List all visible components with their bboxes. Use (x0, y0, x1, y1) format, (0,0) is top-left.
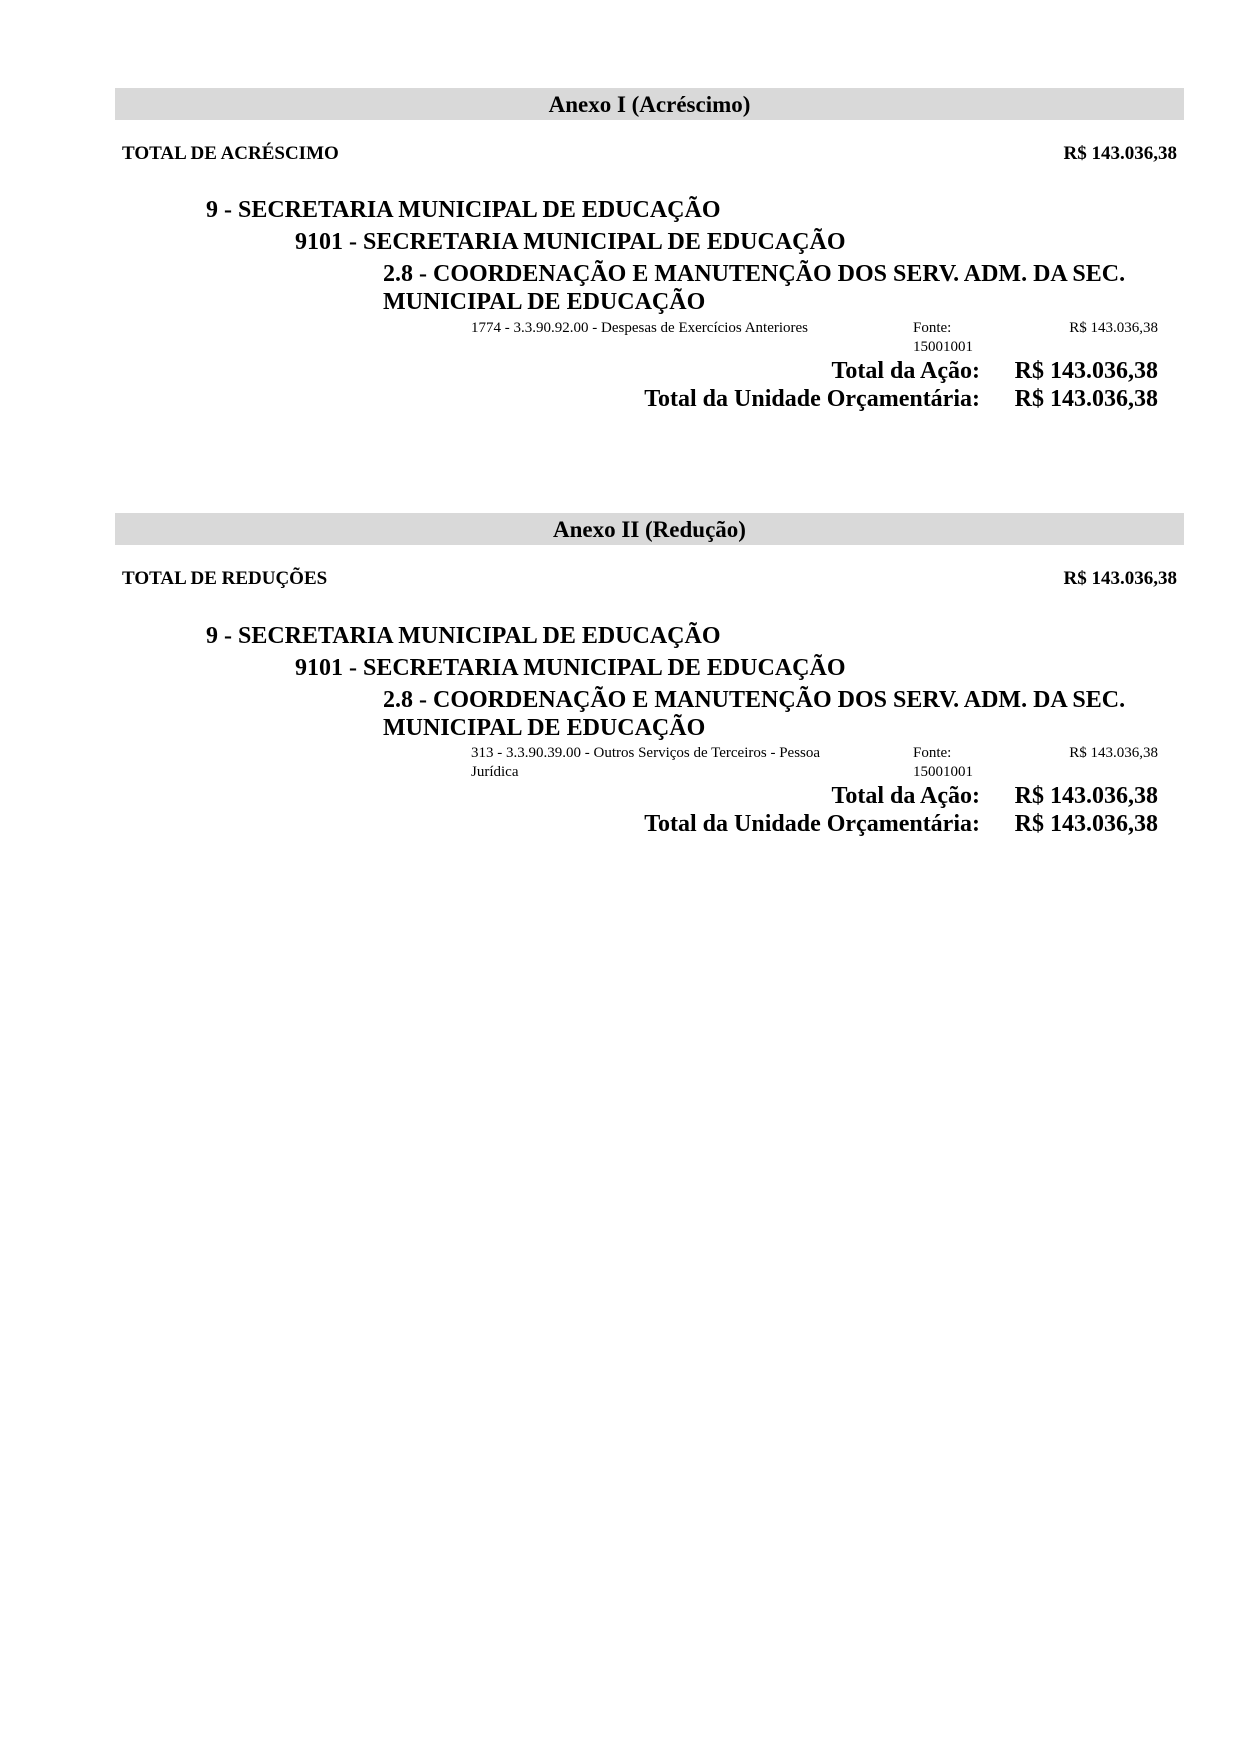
total-value: R$ 143.036,38 (1063, 143, 1177, 164)
item-description: 313 - 3.3.90.39.00 - Outros Serviços de Terceiros - Pessoa Jurídica (471, 745, 821, 780)
total-label: TOTAL DE ACRÉSCIMO (122, 143, 339, 164)
total-unidade-label: Total da Unidade Orçamentária: (644, 811, 980, 837)
total-value: R$ 143.036,38 (1063, 568, 1177, 589)
fonte-code: 15001001 (913, 764, 973, 780)
total-unidade-label: Total da Unidade Orçamentária: (644, 386, 980, 412)
acao-heading: 2.8 - COORDENAÇÃO E MANUTENÇÃO DOS SERV. ADM. DA SEC. MUNICIPAL DE EDUCAÇÃO (383, 261, 1126, 315)
total-acao-row (500, 356, 1158, 386)
total-acao-label: Total da Ação: (831, 783, 980, 809)
total-unidade-row (500, 809, 1158, 839)
fonte-code: 15001001 (913, 339, 973, 355)
item-value: R$ 143.036,38 (1069, 320, 1158, 336)
total-acao-value: R$ 143.036,38 (1014, 783, 1158, 809)
total-unidade-value: R$ 143.036,38 (1014, 811, 1158, 837)
unidade-heading: 9101 - SECRETARIA MUNICIPAL DE EDUCAÇÃO (295, 229, 846, 255)
total-unidade-row (500, 384, 1158, 414)
fonte-label: Fonte: (913, 320, 952, 336)
item-fonte (913, 744, 1013, 782)
total-acao-value: R$ 143.036,38 (1014, 358, 1158, 384)
acao-heading: 2.8 - COORDENAÇÃO E MANUTENÇÃO DOS SERV. ADM. DA SEC. MUNICIPAL DE EDUCAÇÃO (383, 687, 1126, 741)
total-unidade-value: R$ 143.036,38 (1014, 386, 1158, 412)
total-label: TOTAL DE REDUÇÕES (122, 568, 328, 589)
fonte-label: Fonte: (913, 745, 952, 761)
item-description: 1774 - 3.3.90.92.00 - Despesas de Exercícios Anteriores (471, 320, 809, 336)
item-fonte (913, 319, 1013, 357)
total-acao-label: Total da Ação: (831, 358, 980, 384)
unidade-heading: 9101 - SECRETARIA MUNICIPAL DE EDUCAÇÃO (295, 655, 846, 681)
orgao-heading: 9 - SECRETARIA MUNICIPAL DE EDUCAÇÃO (206, 623, 721, 649)
item-value: R$ 143.036,38 (1069, 745, 1158, 761)
annex-title: Anexo I (Acréscimo) (115, 88, 1184, 120)
annex-title: Anexo II (Redução) (115, 513, 1184, 545)
total-acao-row (500, 781, 1158, 811)
orgao-heading: 9 - SECRETARIA MUNICIPAL DE EDUCAÇÃO (206, 197, 721, 223)
